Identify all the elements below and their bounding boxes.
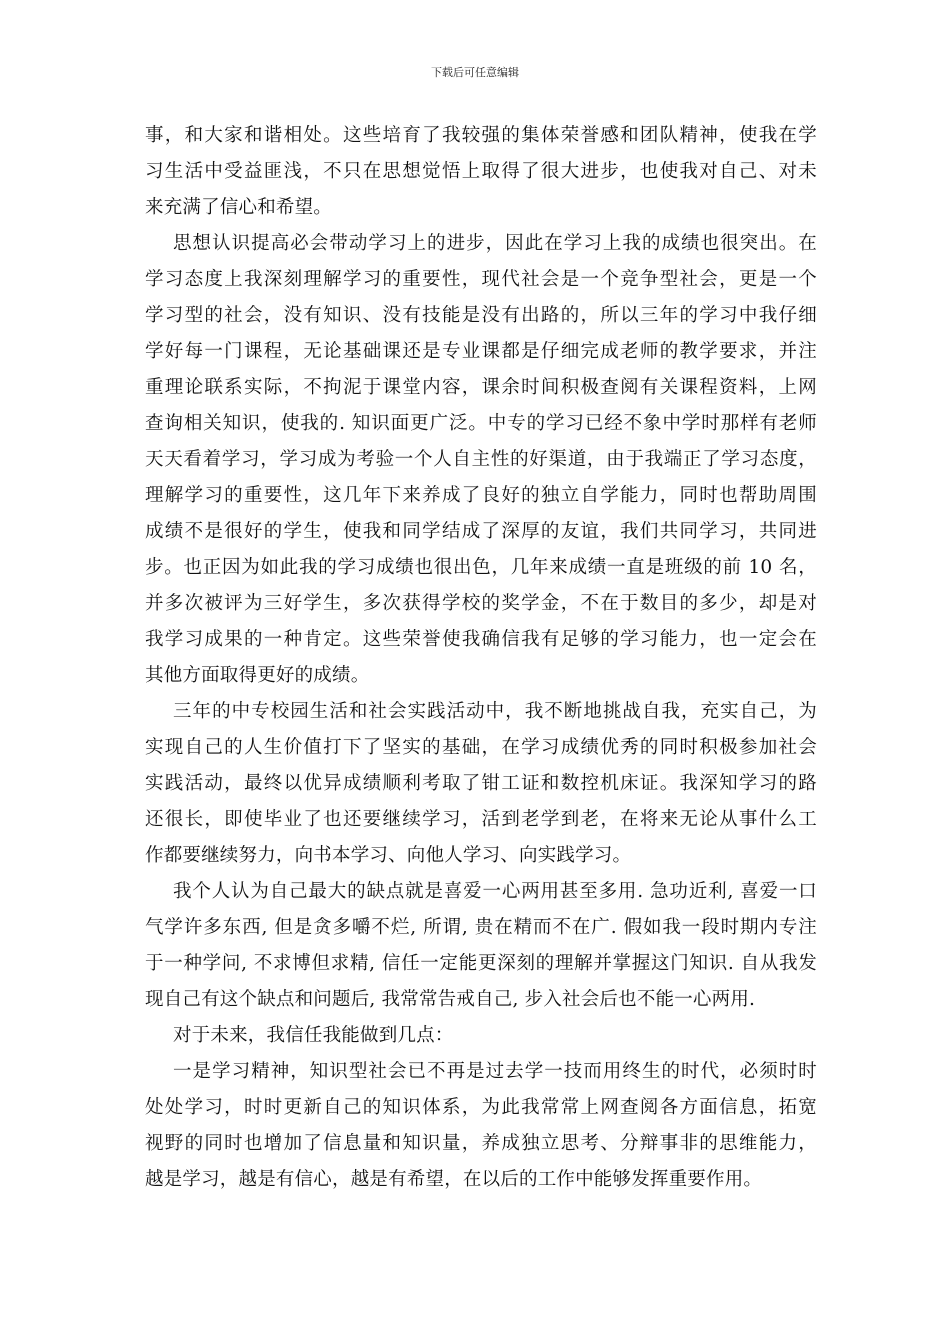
text-line: 理解学习的重要性，这几年下来养成了良好的独立自学能力，同时也帮助周围 bbox=[145, 485, 817, 506]
text-line: 一是学习精神，知识型社会已不再是过去学一技而用终生的时代，必须时时 bbox=[173, 1061, 817, 1082]
text-line: 作都要继续努力，向书本学习、向他人学习、向实践学习。 bbox=[145, 845, 632, 866]
text-line: 成绩不是很好的学生，使我和同学结成了深厚的友谊，我们共同学习，共同进 bbox=[145, 521, 817, 542]
paragraph-study bbox=[145, 226, 817, 694]
text-line: 其他方面取得更好的成绩。 bbox=[145, 665, 370, 686]
text-line: 思想认识提高必会带动学习上的进步，因此在学习上我的成绩也很突出。在 bbox=[173, 233, 817, 254]
text-line: 事，和大家和谐相处。这些培育了我较强的集体荣誉感和团队精神，使我在学 bbox=[145, 125, 817, 146]
text-line: 还很长，即使毕业了也还要继续学习，活到老学到老，在将来无论从事什么工 bbox=[145, 809, 817, 830]
paragraph-shortcomings bbox=[145, 874, 817, 1018]
text-line: 对于未来，我信任我能做到几点： bbox=[173, 1025, 454, 1046]
text-line: 三年的中专校园生活和社会实践活动中，我不断地挑战自我，充实自己，为 bbox=[173, 701, 817, 722]
text-line: 视野的同时也增加了信息量和知识量，养成独立思考、分辩事非的思维能力， bbox=[145, 1133, 817, 1154]
paragraph-future-intro bbox=[145, 1018, 817, 1054]
text-line: 实现自己的人生价值打下了坚实的基础，在学习成绩优秀的同时积极参加社会 bbox=[145, 737, 817, 758]
text-line: 来充满了信心和希望。 bbox=[145, 197, 333, 218]
text-line: 越是学习，越是有信心，越是有希望，在以后的工作中能够发挥重要作用。 bbox=[145, 1169, 763, 1190]
text-line: 学习态度上我深刻理解学习的重要性，现代社会是一个竞争型社会，更是一个 bbox=[145, 269, 817, 290]
text-line: 重理论联系实际，不拘泥于课堂内容，课余时间积极查阅有关课程资料，上网 bbox=[145, 377, 817, 398]
text-line: 查询相关知识，使我的. 知识面更广泛。中专的学习已经不象中学时那样有老师 bbox=[145, 413, 817, 434]
page-header: 下载后可任意编辑 bbox=[431, 66, 519, 79]
text-line: 气学许多东西, 但是贪多嚼不烂, 所谓, 贵在精而不在广. 假如我一段时期内专注 bbox=[145, 917, 817, 938]
text-line: 我个人认为自己最大的缺点就是喜爱一心两用甚至多用. 急功近利, 喜爱一口 bbox=[173, 881, 817, 902]
paragraph-intro-continuation bbox=[145, 118, 817, 226]
text-line: 处处学习，时时更新自己的知识体系，为此我常常上网查阅各方面信息，拓宽 bbox=[145, 1097, 817, 1118]
text-line: 天天看着学习，学习成为考验一个人自主性的好渠道，由于我端正了学习态度， bbox=[145, 449, 817, 470]
text-line: 习生活中受益匪浅，不只在思想觉悟上取得了很大进步，也使我对自己、对未 bbox=[145, 161, 817, 182]
paragraph-learning-spirit bbox=[145, 1054, 817, 1198]
text-line: 现自己有这个缺点和问题后, 我常常告戒自己, 步入社会后也不能一心两用. bbox=[145, 989, 756, 1010]
paragraph-practice bbox=[145, 694, 817, 874]
text-line: 步。也正因为如此我的学习成绩也很出色，几年来成绩一直是班级的前 10 名， bbox=[145, 557, 817, 578]
text-line: 实践活动，最终以优异成绩顺利考取了钳工证和数控机床证。我深知学习的路 bbox=[145, 773, 817, 794]
text-line: 并多次被评为三好学生，多次获得学校的奖学金，不在于数目的多少，却是对 bbox=[145, 593, 817, 614]
text-line: 于一种学问, 不求博但求精, 信任一定能更深刻的理解并掌握这门知识. 自从我发 bbox=[145, 953, 817, 974]
text-line: 学习型的社会，没有知识、没有技能是没有出路的，所以三年的学习中我仔细 bbox=[145, 305, 817, 326]
text-line: 我学习成果的一种肯定。这些荣誉使我确信我有足够的学习能力，也一定会在 bbox=[145, 629, 817, 650]
text-line: 学好每一门课程，无论基础课还是专业课都是仔细完成老师的教学要求，并注 bbox=[145, 341, 817, 362]
document-body bbox=[145, 118, 817, 1198]
